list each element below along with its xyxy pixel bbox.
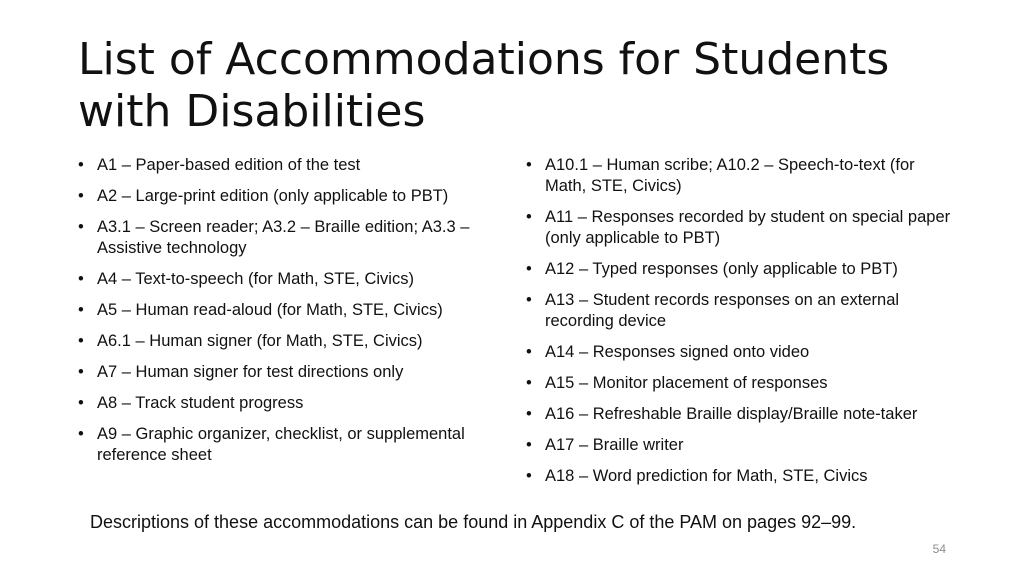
list-item xyxy=(78,331,503,352)
bullet-icon: • xyxy=(78,156,84,174)
list-item xyxy=(526,342,956,363)
list-item-text: A15 – Monitor placement of responses xyxy=(545,374,828,392)
bullet-icon: • xyxy=(78,394,84,412)
list-item-text: A7 – Human signer for test directions only xyxy=(97,363,404,381)
bullet-icon: • xyxy=(526,291,532,309)
list-item xyxy=(526,466,956,487)
bullet-icon: • xyxy=(78,301,84,319)
list-item xyxy=(78,362,503,383)
list-item xyxy=(78,217,503,259)
bullet-icon: • xyxy=(526,208,532,226)
list-item xyxy=(526,435,956,456)
bullet-icon: • xyxy=(78,425,84,443)
list-item xyxy=(526,259,956,280)
list-item-text: A5 – Human read-aloud (for Math, STE, Civics) xyxy=(97,301,443,319)
accommodations-list-left xyxy=(78,155,503,476)
list-item xyxy=(78,186,503,207)
bullet-icon: • xyxy=(78,332,84,350)
list-item-text: A4 – Text-to-speech (for Math, STE, Civics) xyxy=(97,270,414,288)
list-item-text: A14 – Responses signed onto video xyxy=(545,343,810,361)
footnote: Descriptions of these accommodations can be found in Appendix C of the PAM on pages 92–99. xyxy=(90,512,857,532)
list-item-text: A3.1 – Screen reader; A3.2 – Braille edition; A3.3 – Assistive technology xyxy=(97,218,470,257)
list-item xyxy=(526,373,956,394)
list-item xyxy=(78,155,503,176)
page-number: 54 xyxy=(932,542,946,556)
list-item xyxy=(526,155,956,197)
list-item-text: A2 – Large-print edition (only applicable to PBT) xyxy=(97,187,449,205)
bullet-icon: • xyxy=(526,260,532,278)
list-item xyxy=(78,300,503,321)
list-item xyxy=(526,290,956,332)
list-item-text: A10.1 – Human scribe; A10.2 – Speech-to-text (for Math, STE, Civics) xyxy=(545,156,915,195)
list-item xyxy=(78,424,503,466)
list-item-text: A8 – Track student progress xyxy=(97,394,304,412)
bullet-icon: • xyxy=(526,436,532,454)
list-item-text: A1 – Paper-based edition of the test xyxy=(97,156,361,174)
slide-title: List of Accommodations for Students with Disabilities xyxy=(78,34,890,137)
list-item-text: A18 – Word prediction for Math, STE, Civics xyxy=(545,467,868,485)
bullet-icon: • xyxy=(78,363,84,381)
list-item xyxy=(526,404,956,425)
list-item-text: A11 – Responses recorded by student on special paper (only applicable to PBT) xyxy=(545,208,951,247)
list-item-text: A16 – Refreshable Braille display/Braille note-taker xyxy=(545,405,918,423)
list-item xyxy=(78,269,503,290)
list-item-text: A6.1 – Human signer (for Math, STE, Civics) xyxy=(97,332,423,350)
accommodations-list-right xyxy=(526,155,956,497)
list-item-text: A13 – Student records responses on an external recording device xyxy=(545,291,900,330)
list-item xyxy=(526,207,956,249)
bullet-icon: • xyxy=(526,405,532,423)
bullet-icon: • xyxy=(78,218,84,236)
list-item-text: A9 – Graphic organizer, checklist, or supplemental reference sheet xyxy=(97,425,465,464)
list-item-text: A17 – Braille writer xyxy=(545,436,684,454)
bullet-icon: • xyxy=(526,467,532,485)
list-item xyxy=(78,393,503,414)
list-item-text: A12 – Typed responses (only applicable to PBT) xyxy=(545,260,898,278)
bullet-icon: • xyxy=(526,343,532,361)
bullet-icon: • xyxy=(526,374,532,392)
bullet-icon: • xyxy=(78,270,84,288)
bullet-icon: • xyxy=(78,187,84,205)
bullet-icon: • xyxy=(526,156,532,174)
